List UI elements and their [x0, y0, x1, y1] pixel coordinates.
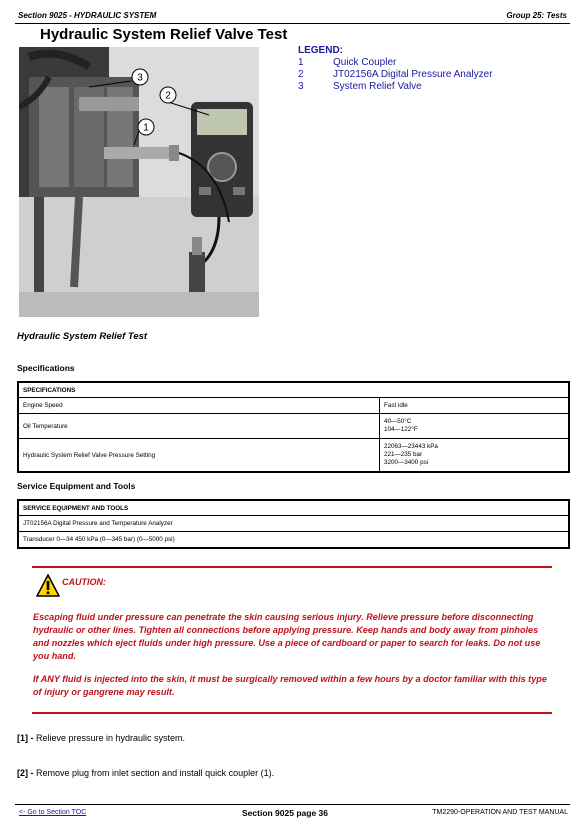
- header-section: Section 9025 - HYDRAULIC SYSTEM: [18, 11, 157, 20]
- legend-item-number: 1: [298, 57, 304, 68]
- footer-rule: [15, 804, 570, 805]
- spec-value: [380, 439, 570, 473]
- spec-value-line: 40—50°C: [384, 418, 412, 425]
- manual-title: TM2290-OPERATION AND TEST MANUAL: [432, 809, 568, 816]
- specifications-heading: Specifications: [17, 363, 75, 373]
- step-text: Relieve pressure in hydraulic system.: [33, 733, 186, 743]
- legend-item-number: 2: [298, 69, 304, 80]
- spec-item: Engine Speed: [18, 398, 380, 414]
- callout-2-label: 2: [165, 90, 171, 102]
- callout-3-label: 3: [137, 72, 143, 84]
- step-number: [2] -: [17, 768, 34, 778]
- legend-item-number: 3: [298, 81, 304, 92]
- warning-icon: [36, 574, 60, 598]
- caution-paragraph-2: If ANY fluid is injected into the skin, it must be surgically removed within a few hours by a doctor familiar with this type of injury or gangrene may result.: [33, 674, 547, 697]
- step-1: [17, 733, 185, 743]
- legend-item: [298, 57, 493, 69]
- step-text: Remove plug from inlet section and install quick coupler (1).: [33, 768, 275, 778]
- legend-item-label: Quick Coupler: [333, 57, 397, 68]
- legend-item-label: System Relief Valve: [333, 81, 422, 92]
- specifications-table: [17, 381, 570, 473]
- header-rule: [15, 23, 570, 24]
- legend-item-label: JT02156A Digital Pressure Analyzer: [333, 69, 493, 80]
- specifications-table-title: SPECIFICATIONS: [18, 382, 569, 398]
- caution-label: CAUTION:: [62, 577, 106, 587]
- legend-item: [298, 69, 493, 81]
- test-setup-photo: [19, 47, 259, 317]
- spec-value-line: 3200—3400 psi: [384, 459, 429, 466]
- legend-item: [298, 81, 493, 93]
- legend: [298, 45, 493, 93]
- step-2: [17, 768, 274, 778]
- step-number: [1] -: [17, 733, 34, 743]
- caution-paragraph-1: Escaping fluid under pressure can penetrate the skin causing serious injury. Relieve pressure before disconnecting hydraulic or other lines. Tighten all connections before applying pressure. Keep hands and body away from pinholes and nozzles which eject fluids under high pressure. Use a piece of cardboard or paper to search for leaks. Do not use you hand.: [33, 612, 541, 661]
- test-heading: Hydraulic System Relief Test: [17, 331, 148, 342]
- caution-top-rule: [32, 566, 552, 568]
- spec-value-line: 22063—23443 kPa: [384, 443, 438, 450]
- caution-bottom-rule: [32, 712, 552, 714]
- photo-illustration: [19, 47, 259, 317]
- service-table-title: SERVICE EQUIPMENT AND TOOLS: [18, 500, 569, 516]
- toc-link[interactable]: <- Go to Section TOC: [19, 809, 87, 816]
- page-number: Section 9025 page 36: [242, 808, 328, 818]
- callout-1-label: 1: [143, 122, 149, 134]
- spec-item: Hydraulic System Relief Valve Pressure Setting: [18, 439, 380, 473]
- spec-value-line: 221—235 bar: [384, 451, 423, 458]
- page-title: Hydraulic System Relief Valve Test: [40, 26, 288, 43]
- spec-value: [380, 414, 570, 439]
- spec-item: Oil Temperature: [18, 414, 380, 439]
- spec-value-line: 104—122°F: [384, 426, 418, 433]
- header-group: Group 25: Tests: [506, 11, 567, 20]
- legend-heading: LEGEND:: [298, 45, 343, 56]
- service-item: Transducer 0—34 450 kPa (0—345 bar) (0—5000 psi): [18, 532, 569, 549]
- service-item: JT02156A Digital Pressure and Temperature Analyzer: [18, 516, 569, 532]
- service-heading: Service Equipment and Tools: [17, 481, 136, 491]
- service-table: [17, 499, 570, 549]
- spec-value: Fast idle: [380, 398, 570, 414]
